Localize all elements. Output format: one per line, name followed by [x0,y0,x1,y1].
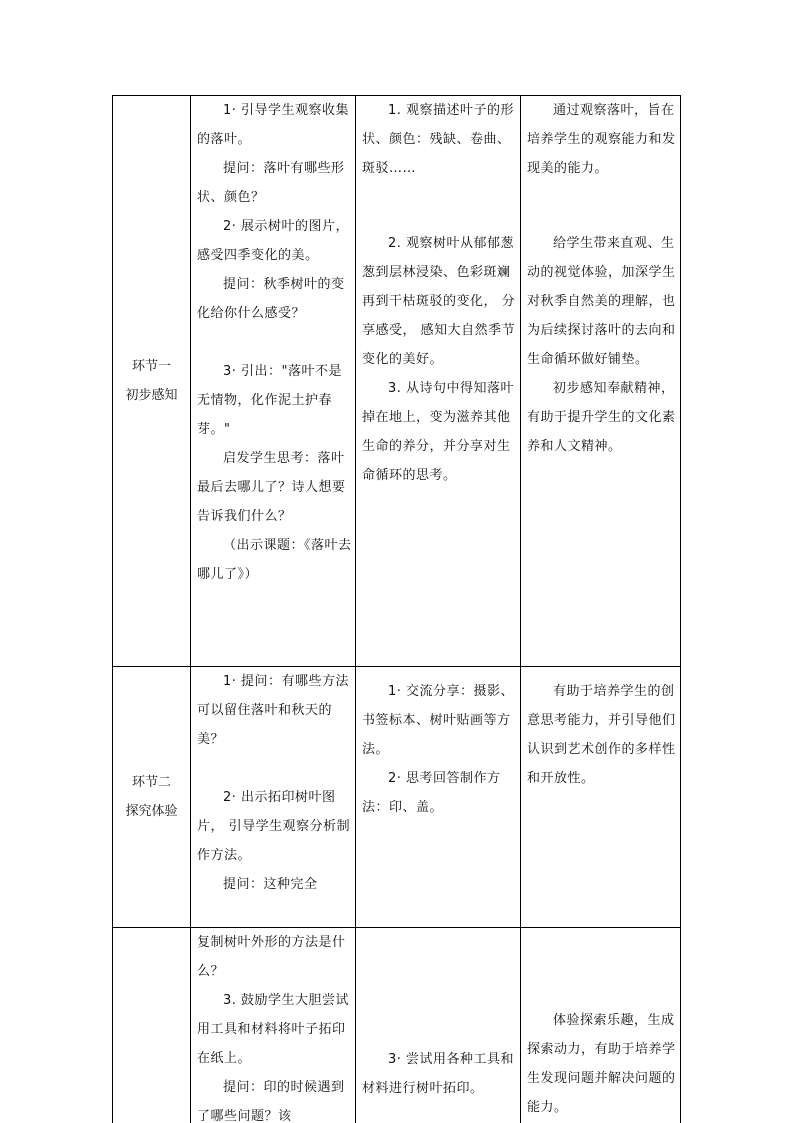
stage-label [112,928,191,1123]
table-col-divider-2 [355,95,356,1123]
student-activity-cell [362,677,517,822]
student-step: 3. 从诗句中得知落叶掉在地上，变为滋养其他生命的养分，并分享对生命循环的思考。 [362,381,515,483]
teacher-step: 2· 出示拓印树叶图片， 引导学生观察分析制作方法。 [197,790,351,863]
stage-name: 环节一 [131,359,171,374]
table-border-right [680,95,681,1123]
teacher-activity-cell [197,96,352,589]
teacher-step: 1· 引导学生观察收集的落叶。 [197,103,350,147]
intent-text: 初步感知奉献精神，有助于提升学生的文化素养和人文精神。 [527,381,676,454]
design-intent-cell [527,1006,677,1123]
stage-label [112,667,191,927]
teacher-question: 提问：印的时候遇到了哪些问题？该 [197,1080,345,1123]
teacher-question: 复制树叶外形的方法是什么？ [197,935,346,979]
student-step: 1· 交流分享：摄影、书签标本、树叶贴画等方法。 [362,684,515,757]
student-activity-cell [362,96,517,490]
teacher-question: 提问：秋季树叶的变化给你什么感受？ [197,277,345,321]
table-col-divider-3 [520,95,521,1123]
teacher-step: 2· 展示树叶的图片， 感受四季变化的美。 [197,219,350,263]
teacher-activity-cell [197,667,352,899]
design-intent-cell [527,677,677,793]
intent-text: 通过观察落叶，旨在培养学生的观察能力和发现美的能力。 [527,103,676,176]
student-step: 2· 思考回答制作方法：印、盖。 [362,771,501,815]
teacher-step: 3. 鼓励学生大胆尝试用工具和材料将叶子拓印在纸上。 [197,993,350,1066]
student-step: 2. 观察树叶从郁郁葱葱到层林浸染、色彩斑斓再到干枯斑驳的变化， 分享感受， 感知大自然季节变化的美好。 [362,236,516,367]
intent-text: 给学生带来直观、生动的视觉体验，加深学生对秋季自然美的理解，也为后续探讨落叶的去向和生命循环做好铺垫。 [527,236,676,367]
design-intent-cell [527,96,677,461]
teacher-step: 3· 引出："落叶不是无情物，化作泥土护春芽。" [197,364,343,437]
intent-text: 体验探索乐趣，生成探索动力，有助于培养学生发现问题并解决问题的能力。 [527,1013,676,1115]
stage-label [112,96,191,666]
stage-name: 环节二 [131,775,171,790]
lesson-title-note: （出示课题：《落叶去哪儿了》） [197,538,352,582]
teacher-question: 提问：落叶有哪些形状、颜色？ [197,161,345,205]
teacher-prompt: 启发学生思考：落叶最后去哪儿了？诗人想要告诉我们什么？ [197,451,346,524]
student-step: 3· 尝试用各种工具和材料进行树叶拓印。 [362,1052,515,1096]
teacher-activity-cell [197,928,352,1123]
student-activity-cell [362,1045,517,1123]
teacher-question: 提问：这种完全 [223,877,318,892]
stage-title: 初步感知 [125,388,178,403]
student-step: 1. 观察描述叶子的形状、颜色：残缺、卷曲、斑驳…… [362,103,515,176]
stage-title: 探究体验 [125,804,178,819]
intent-text: 有助于培养学生的创意思考能力，并引导他们认识到艺术创作的多样性和开放性。 [527,684,676,786]
teacher-question: 1· 提问：有哪些方法可以留住落叶和秋天的美？ [197,674,350,747]
